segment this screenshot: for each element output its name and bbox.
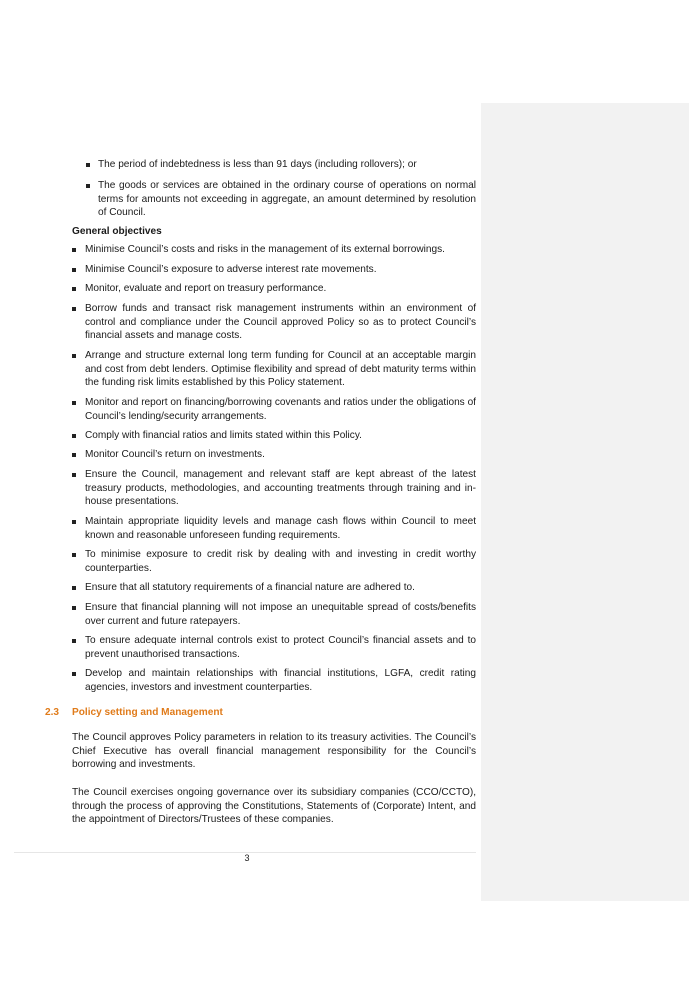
- list-item: To minimise exposure to credit risk by dealing with and investing in credit worthy counterparties.: [72, 548, 476, 575]
- general-objectives-heading: General objectives: [72, 226, 162, 237]
- section-number: 2.3: [45, 707, 60, 718]
- bullet-icon: [72, 473, 76, 477]
- bullet-icon: [86, 163, 90, 167]
- list-item: Ensure the Council, management and relevant staff are kept abreast of the latest treasury products, methodologies, and accounting treatments through training and in-house presentations.: [72, 468, 476, 509]
- list-item: Borrow funds and transact risk management instruments within an environment of control and compliance under the Council approved Policy so as to protect Council’s financial assets and manage costs.: [72, 302, 476, 343]
- bullet-icon: [72, 606, 76, 610]
- list-item: Comply with financial ratios and limits stated within this Policy.: [72, 429, 476, 443]
- bullet-icon: [72, 520, 76, 524]
- bullet-icon: [72, 434, 76, 438]
- bullet-icon: [72, 672, 76, 676]
- list-item: Ensure that all statutory requirements of a financial nature are adhered to.: [72, 581, 476, 595]
- list-item: Monitor Council’s return on investments.: [72, 448, 476, 462]
- bullet-icon: [72, 586, 76, 590]
- bullet-icon: [72, 287, 76, 291]
- list-item: The period of indebtedness is less than 91 days (including rollovers); or: [86, 158, 476, 172]
- bullet-icon: [72, 354, 76, 358]
- list-item: Minimise Council’s costs and risks in the management of its external borrowings.: [72, 243, 476, 257]
- bullet-icon: [72, 553, 76, 557]
- list-item: Ensure that financial planning will not impose an unequitable spread of costs/benefits over current and future ratepayers.: [72, 601, 476, 628]
- comment-pane: [481, 103, 689, 901]
- list-item: To ensure adequate internal controls exist to protect Council’s financial assets and to prevent unauthorised transactions.: [72, 634, 476, 661]
- bullet-icon: [72, 453, 76, 457]
- list-item: Arrange and structure external long term funding for Council at an acceptable margin and cost from debt lenders. Optimise flexibility and spread of debt maturity terms within the funding risk limits established by this Policy statement.: [72, 349, 476, 390]
- section-title: Policy setting and Management: [72, 707, 223, 718]
- bullet-icon: [72, 307, 76, 311]
- list-item: Monitor and report on financing/borrowing covenants and ratios under the obligations of Council’s lending/security arrangements.: [72, 396, 476, 423]
- bullet-icon: [72, 639, 76, 643]
- bullet-icon: [72, 401, 76, 405]
- paragraph: The Council exercises ongoing governance over its subsidiary companies (CCO/CCTO), through the process of approving the Constitutions, Statements of (Corporate) Intent, and the appointment of Directors/Trustees of these companies.: [72, 787, 476, 826]
- list-item: Minimise Council’s exposure to adverse interest rate movements.: [72, 263, 476, 277]
- page-number: 3: [244, 853, 250, 863]
- list-item: Maintain appropriate liquidity levels and manage cash flows within Council to meet known and reasonable unforeseen funding requirements.: [72, 515, 476, 542]
- bullet-icon: [72, 248, 76, 252]
- list-item: The goods or services are obtained in the ordinary course of operations on normal terms for amounts not exceeding in aggregate, an amount determined by resolution of Council.: [86, 179, 476, 220]
- bullet-icon: [72, 268, 76, 272]
- list-item: Develop and maintain relationships with financial institutions, LGFA, credit rating agencies, investors and investment counterparties.: [72, 667, 476, 694]
- paragraph: The Council approves Policy parameters in relation to its treasury activities. The Council’s Chief Executive has overall financial management responsibility for the Council’s borrowing and investments.: [72, 732, 476, 771]
- bullet-icon: [86, 184, 90, 188]
- list-item: Monitor, evaluate and report on treasury performance.: [72, 282, 476, 296]
